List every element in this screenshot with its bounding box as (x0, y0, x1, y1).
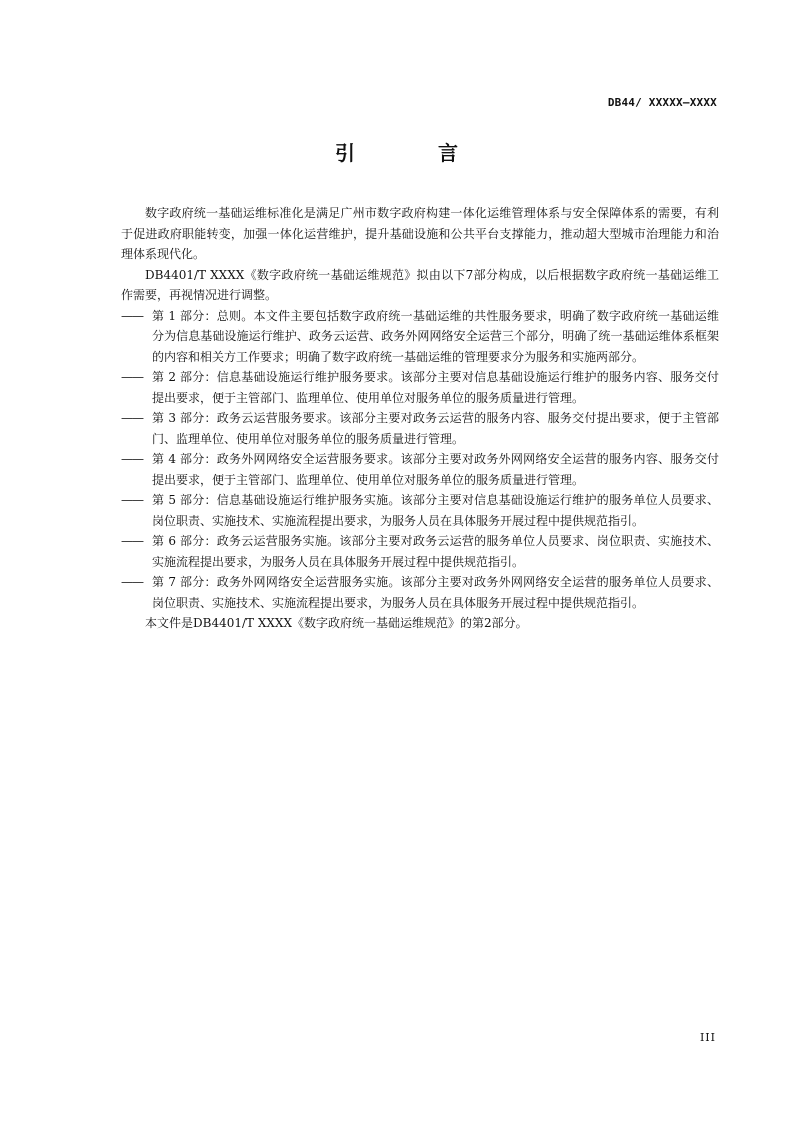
item-dash: —— (121, 411, 143, 425)
intro-paragraph-1: 数字政府统一基础运维标准化是满足广州市数字政府构建一体化运维管理体系与安全保障体系的需要，有利于促进政府职能转变，加强一体化运营维护，提升基础设施和公共平台支撑能力，推动超大型城市治理能力和治理体系现代化。 (121, 206, 719, 261)
item-text: 第 2 部分：信息基础设施运行维护服务要求。该部分主要对信息基础设施运行维护的服务内容、服务交付提出要求，便于主管部门、监理单位、使用单位对服务单位的服务质量进行管理。 (152, 370, 719, 405)
item-dash: —— (121, 534, 143, 548)
part-list-item-1 (121, 306, 719, 368)
item-text: 第 3 部分：政务云运营服务要求。该部分主要对政务云运营的服务内容、服务交付提出要求，便于主管部门、监理单位、使用单位对服务单位的服务质量进行管理。 (152, 411, 719, 446)
part-list-item-2 (121, 367, 719, 408)
part-list-item-3 (121, 408, 719, 449)
item-dash: —— (121, 308, 143, 323)
part-list-item-7 (121, 572, 719, 613)
item-dash: —— (121, 452, 143, 466)
page-number: III (699, 1031, 716, 1044)
closing-paragraph: 本文件是DB4401/T XXXX《数字政府统一基础运维规范》的第2部分。 (145, 616, 528, 630)
item-text: 第 7 部分：政务外网网络安全运营服务实施。该部分主要对政务外网网络安全运营的服务单位人员要求、岗位职责、实施技术、实施流程提出要求，为服务人员在具体服务开展过程中提供规范指引。 (152, 575, 719, 610)
item-dash: —— (121, 575, 143, 589)
standard-code-header: DB44/ XXXXX—XXXX (607, 96, 717, 109)
item-dash: —— (121, 370, 143, 384)
part-list-item-4 (121, 449, 719, 490)
item-dash: —— (121, 493, 143, 507)
item-text: 第 5 部分：信息基础设施运行维护服务实施。该部分主要对信息基础设施运行维护的服务单位人员要求、岗位职责、实施技术、实施流程提出要求，为服务人员在具体服务开展过程中提供规范指引。 (152, 493, 719, 528)
part-list-item-6 (121, 531, 719, 572)
item-text: 第 1 部分：总则。本文件主要包括数字政府统一基础运维的共性服务要求，明确了数字政府统一基础运维分为信息基础设施运行维护、政务云运营、政务外网网络安全运营三个部分，明确了统一基础运维体系框架的内容和相关方工作要求；明确了数字政府统一基础运维的管理要求分为服务和实施两部分。 (152, 308, 719, 364)
intro-paragraph-2: DB4401/T XXXX《数字政府统一基础运维规范》拟由以下7部分构成，以后根据数字政府统一基础运维工作需要，再视情况进行调整。 (121, 267, 719, 302)
item-text: 第 4 部分：政务外网网络安全运营服务要求。该部分主要对政务外网网络安全运营的服务内容、服务交付提出要求，便于主管部门、监理单位、使用单位对服务单位的服务质量进行管理。 (152, 452, 719, 487)
page-title: 引 言 (335, 141, 496, 165)
document-body (121, 203, 719, 634)
part-list-item-5 (121, 490, 719, 531)
item-text: 第 6 部分：政务云运营服务实施。该部分主要对政务云运营的服务单位人员要求、岗位职责、实施技术、实施流程提出要求，为服务人员在具体服务开展过程中提供规范指引。 (152, 534, 719, 569)
